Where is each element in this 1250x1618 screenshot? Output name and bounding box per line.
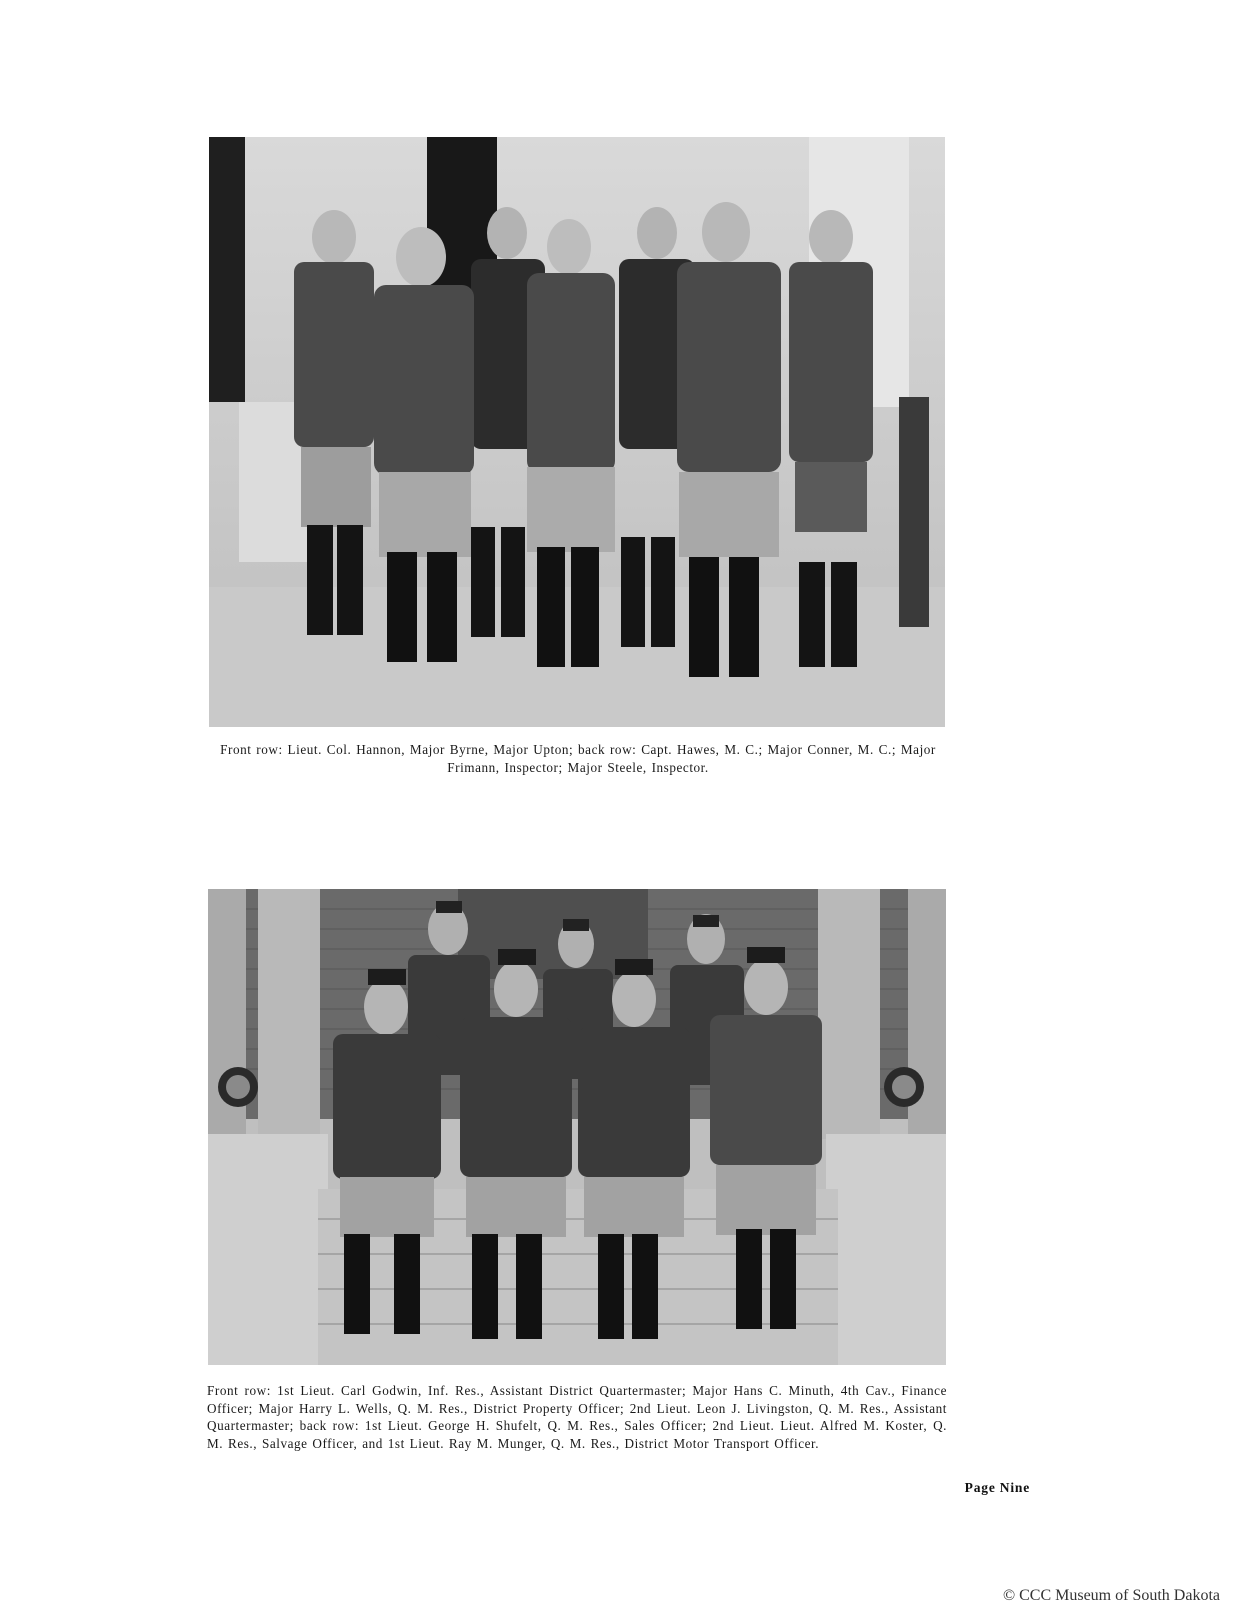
photo-officers-porch-image	[209, 137, 945, 727]
page-number: Page Nine	[964, 1480, 1030, 1495]
group-photo-officers-steps	[208, 889, 946, 1365]
photo-officers-steps-image	[208, 889, 946, 1365]
photo-caption-bottom: Front row: 1st Lieut. Carl Godwin, Inf. Res., Assistant District Quartermaster; Major Hans C. Minuth, 4th Cav., Finance Officer; Major Harry L. Wells, Q. M. Res., District Property Officer; 2nd Lieut. Leon J. Livingston, Q. M. Res., Assistant Quartermaster; back row: 1st Lieut. George H. Shufelt, Q. M. Res., Sales Officer; 2nd Lieut. Lieut. Alfred M. Koster, Q. M. Res., Salvage Officer, and 1st Lieut. Ray M. Munger, Q. M. Res., District Motor Transport Officer.	[207, 1383, 947, 1451]
group-photo-officers-porch	[209, 137, 945, 727]
copyright-notice: © CCC Museum of South Dakota	[1002, 1587, 1220, 1604]
photo-caption-top: Front row: Lieut. Col. Hannon, Major Byrne, Major Upton; back row: Capt. Hawes, M. C.; Major Conner, M. C.; Major Frimann, Inspector; Major Steele, Inspector.	[220, 742, 936, 775]
